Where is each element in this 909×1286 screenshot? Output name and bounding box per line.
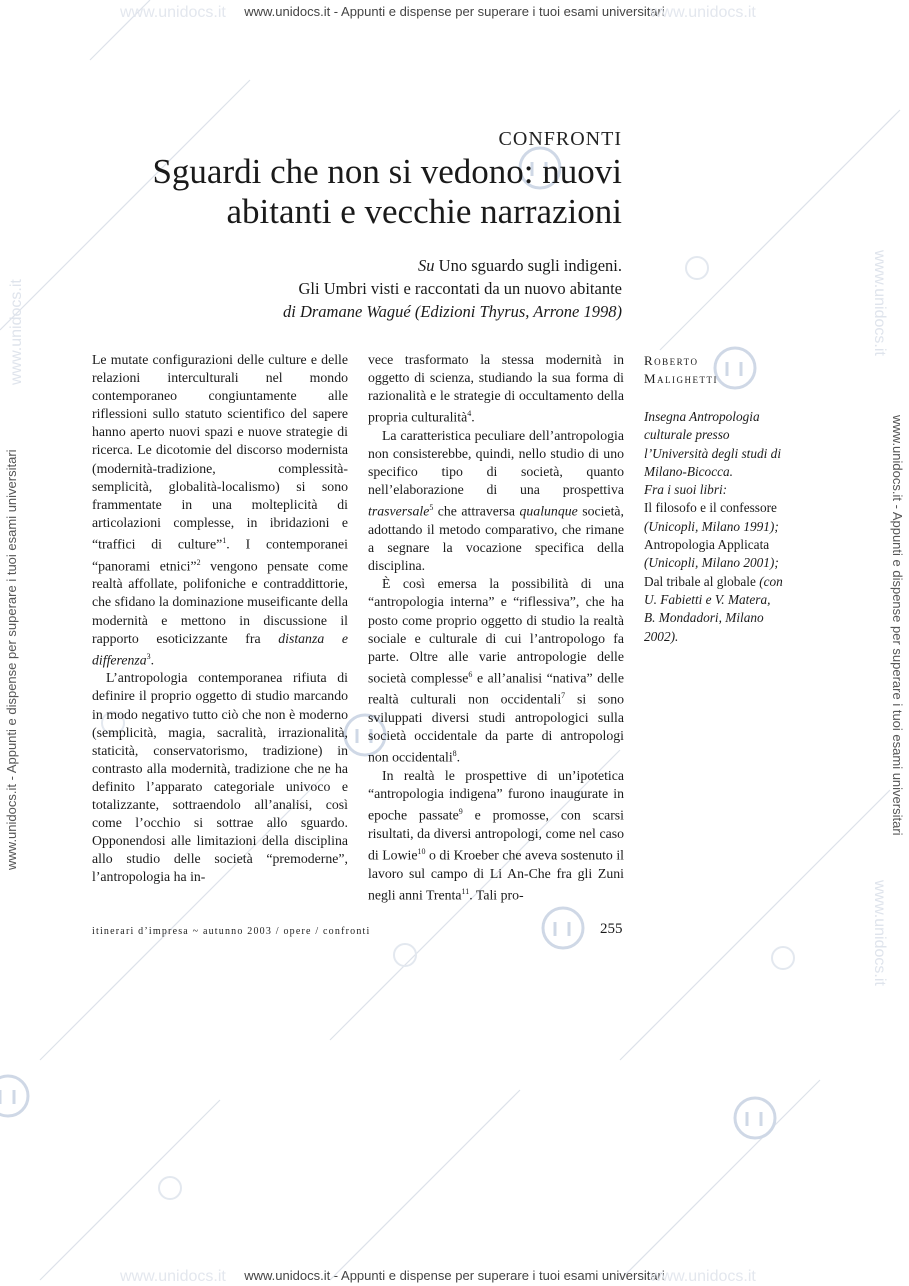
author-name: [644, 352, 718, 388]
paragraph: [368, 767, 624, 904]
text: .: [456, 749, 461, 765]
unidocs-logo-icon: [715, 348, 755, 388]
watermark-faint-text: www.unidocs.it: [120, 4, 226, 21]
subtitle-line-3: di Dramane Wagué (Edizioni Thyrus, Arrone 1998): [282, 302, 622, 321]
footnote-ref: 3: [146, 651, 151, 661]
body-column-1: [92, 351, 348, 887]
author-first-name: Roberto: [644, 353, 699, 368]
watermark-faint-text: www.unidocs.it: [871, 250, 888, 356]
paragraph: [368, 575, 624, 767]
author-bio: [644, 408, 784, 646]
paragraph: [92, 351, 348, 669]
footnote-ref: 9: [458, 807, 463, 817]
text: .: [150, 652, 155, 668]
text-italic: trasversale: [368, 503, 430, 519]
footnote-ref: 1: [222, 535, 227, 545]
footnote-ref: 2: [196, 557, 201, 567]
text: vengono pensate come realtà affollate, polifoniche e contraddittorie, che sfidano la dominazione museificante della modernità e mettono in discussione il rapporto esoticizzante fra: [92, 558, 348, 646]
footnote-ref: 7: [561, 691, 566, 701]
text: È così emersa la possibilità di una “antropologia interna” e “riflessiva”, che ha posto come proprio oggetto di studio la realtà sociale e culturale di cui l’antropologo fa parte. Oltre alle varie antropologie delle società complesse: [368, 576, 624, 686]
text: In realtà le prospettive di un’ipotetica “antropologia indigena” furono inaugurate in epoche passate: [368, 768, 624, 823]
books-label: Fra i suoi libri:: [644, 482, 728, 498]
footnote-ref: 10: [417, 847, 426, 856]
paragraph: L’antropologia contemporanea rifiuta di definire il proprio oggetto di studio marcando in modo negativo tutto ciò che non è moderno (semplicità, magia, sacralità, irrazionalità, staticità, conservatorismo, tradizione) in contrasto alla modernità, tradizione che ne ha definito l’apparato categoriale univoco e totalizzante, sottraendolo all’analisi, così come l’occhio si sottrae allo sguardo. Opponendosi alle limitazioni della disciplina allo studio delle società “premoderne”, l’antropologia ha in-: [92, 670, 348, 885]
subtitle-line-2: Gli Umbri visti e raccontati da un nuovo abitante: [298, 279, 622, 298]
watermark-faint-text: www.unidocs.it: [650, 4, 756, 21]
book-title: Dal tribale al globale: [644, 573, 756, 589]
text: La caratteristica peculiare dell’antropologia non consisterebbe, quindi, nello studio di uno specifico tipo di società, quanto nell’elaborazione di una prospettiva: [368, 427, 624, 498]
unidocs-logo-icon: [543, 908, 583, 948]
text-italic: qualunque: [519, 503, 578, 519]
subtitle-line-1: Uno sguardo sugli indigeni.: [434, 256, 622, 275]
footnote-ref: 11: [461, 886, 470, 896]
text: si sono sviluppati diversi studi antropologici sulla società occidentale da parte di antropologi non occidentali: [368, 692, 624, 765]
book-publisher: (con U. Fabietti e V. Matera, B. Mondadori, Milano 2002).: [644, 573, 783, 644]
unidocs-logo-icon: [0, 1076, 28, 1116]
watermark-faint-text: www.unidocs.it: [120, 1268, 226, 1285]
book-publisher: (Unicopli, Milano 2001);: [644, 555, 779, 571]
book-title: Il filosofo e il confessore: [644, 500, 777, 516]
text: . Tali pro-: [469, 887, 524, 903]
article-subtitle: [122, 254, 622, 323]
paragraph: [368, 427, 624, 575]
text: Le mutate configurazioni delle culture e delle relazioni interculturali nel mondo contemporaneo congiuntamente alle riflessioni sullo statuto scientifico del sapere hanno aperto nuovi spazi e nuove strategie di ricerca. Le dicotomie del discorso modernista (modernità-tradizione, complessità-semplicità, globalità-localismo) si sono frammentate in una molteplicità di articolazioni complesse, in ibridazioni e “traffici di culture”: [92, 352, 348, 552]
running-footer: itinerari d’impresa ~ autunno 2003 / opere / confronti: [92, 926, 371, 937]
text: e promosse, con scarsi risultati, da diversi antropologi, come nel caso di Lowie: [368, 807, 625, 863]
page-number: 255: [600, 921, 623, 937]
watermark-banner-top: www.unidocs.it - Appunti e dispense per superare i tuoi esami universitari: [244, 4, 665, 19]
bio-intro: Insegna Antropologia culturale presso l’Università degli studi di Milano-Bicocca.: [644, 409, 782, 479]
text: . I contemporanei “panorami etnici”: [92, 536, 349, 574]
watermark-faint-text: www.unidocs.it: [650, 1268, 756, 1285]
paragraph: [368, 351, 624, 427]
unidocs-logo-icon: [735, 1098, 775, 1138]
book-title: Antropologia Applicata: [644, 537, 770, 553]
watermark-faint-text: www.unidocs.it: [8, 279, 25, 385]
text-italic: distanza e differenza: [92, 630, 348, 668]
footnote-ref: 8: [452, 749, 457, 759]
section-label: CONFRONTI: [498, 128, 622, 150]
book-publisher: (Unicopli, Milano 1991);: [644, 518, 779, 534]
text: .: [471, 409, 475, 425]
text: o di Kroeber che aveva sostenuto il lavoro sul campo di Li An-Che fra gli Zuni negli anni Trenta: [368, 847, 624, 903]
watermark-banner-right: www.unidocs.it - Appunti e dispense per superare i tuoi esami universitari: [890, 415, 905, 836]
watermark-banner-bottom: www.unidocs.it - Appunti e dispense per superare i tuoi esami universitari: [244, 1268, 665, 1283]
text: che attraversa: [433, 503, 520, 519]
subtitle-prefix: Su: [418, 256, 435, 275]
text: società, adottando il metodo comparativo, che rimane a segnare la vocazione specifica della disciplina.: [368, 503, 624, 574]
watermark-faint-text: www.unidocs.it: [871, 880, 888, 986]
footnote-ref: 5: [429, 503, 434, 513]
body-column-2: [368, 351, 624, 904]
footnote-ref: 6: [468, 669, 473, 679]
author-last-name: Malighetti: [644, 371, 719, 386]
watermark-banner-left: www.unidocs.it - Appunti e dispense per superare i tuoi esami universitari: [4, 449, 19, 870]
text: e all’analisi “nativa” delle realtà culturali non occidentali: [368, 670, 625, 708]
article-title: Sguardi che non si vedono: nuovi abitanti e vecchie narrazioni: [152, 152, 622, 231]
footnote-ref: 4: [467, 409, 472, 419]
text: vece trasformato la stessa modernità in oggetto di scienza, studiando la sua forma di razionalità e le strategie di occultamento della propria culturalità: [368, 352, 624, 425]
